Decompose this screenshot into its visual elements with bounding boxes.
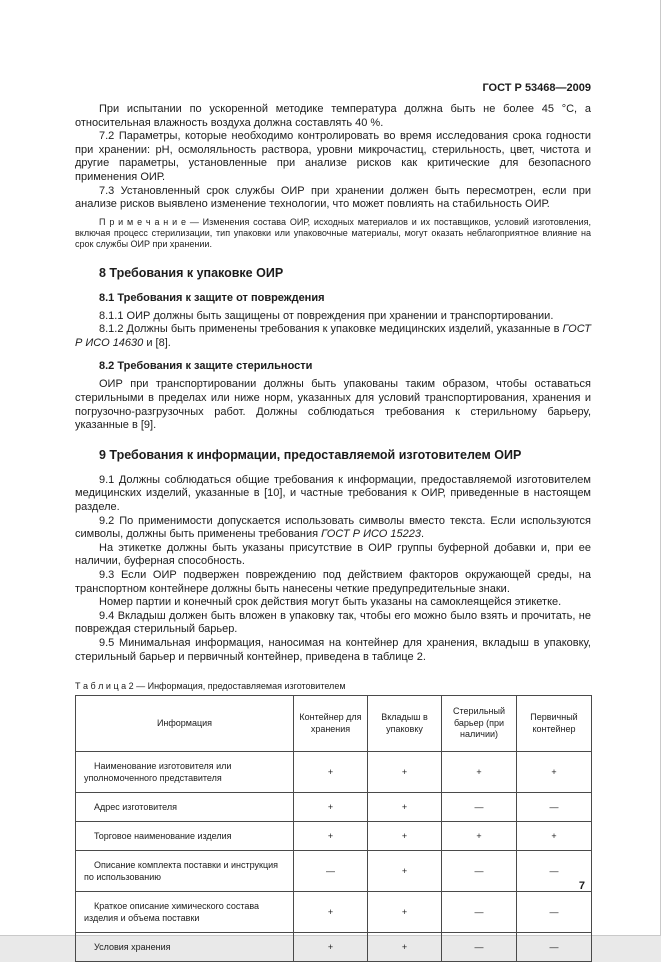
gost-reference-15223: ГОСТ Р ИСО 15223: [321, 528, 421, 541]
row-cell: +: [517, 822, 592, 851]
row-label: Краткое описание химического состава изделия и объема поставки: [76, 892, 294, 933]
row-cell: —: [442, 933, 517, 962]
row-cell: +: [294, 752, 368, 793]
row-cell: +: [368, 851, 442, 892]
paragraph-8-1-2-tail: и [8].: [143, 336, 171, 349]
row-cell: +: [368, 752, 442, 793]
row-cell: +: [442, 752, 517, 793]
paragraph-9-1: 9.1 Должны соблюдаться общие требования к информации, предоставляемой изготовителем медицинских изделий, указанные в [10], и частные требования к ОИР, приведенные в настоящем разделе.: [75, 473, 591, 513]
column-header-package-insert: Вкладыш в упаковку: [368, 696, 442, 752]
paragraph-9-2-text: 9.2 По применимости допускается использовать символы вместо текста. Если используются символы, должны быть применены требования: [75, 514, 591, 541]
paragraph-8-2: ОИР при транспортировании должны быть упакованы таким образом, чтобы оставаться стерильными в пределах или ниже норм, указанных для условий транспортирования, хранения и погрузочно-разгрузочных работ. Должны соблюдаться требования к стерильному барьеру, указанные в [9].: [75, 378, 591, 432]
doc-number: ГОСТ Р 53468—2009: [482, 82, 591, 94]
row-label: Торговое наименование изделия: [76, 822, 294, 851]
column-header-primary-container: Первичный контейнер: [517, 696, 592, 752]
row-cell: —: [442, 793, 517, 822]
row-cell: +: [368, 892, 442, 933]
gost-reference-14630: ГОСТ Р ИСО 14630: [75, 323, 591, 349]
table-row: [76, 793, 592, 822]
paragraph-9-2-tail: .: [420, 528, 425, 541]
subsection-heading-8-1: 8.1 Требования к защите от повреждения: [99, 291, 325, 304]
paragraph-7-2: 7.2 Параметры, которые необходимо контролировать во время исследования срока годности при хранении: pH, осмоляльность раствора, уровни микрочастиц, стерильность, цвет, чистота и другие параметры, установленные при анализе рисков как критические для безопасного применения ОИР.: [75, 130, 591, 183]
paragraph-9-2-continued: На этикетке должны быть указаны присутствие в ОИР группы буферной добавки и, при ее наличии, буферная способность.: [75, 541, 591, 568]
row-cell: +: [368, 822, 442, 851]
table-2-caption: Т а б л и ц а 2 — Информация, предоставляемая изготовителем: [75, 681, 346, 692]
paragraph-9-3: 9.3 Если ОИР подвержен повреждению под действием факторов окружающей среды, на транспортном контейнере должны быть нанесены четкие предупредительные знаки.: [75, 568, 591, 595]
row-cell: —: [442, 851, 517, 892]
paragraph-8-1-1: 8.1.1 ОИР должны быть защищены от повреждения при хранении и транспортировании.: [99, 309, 554, 322]
table-row: [76, 851, 592, 892]
paragraph-9-3-continued: Номер партии и конечный срок действия могут быть указаны на самоклеящейся этикетке.: [99, 596, 562, 609]
page-content: [75, 82, 591, 962]
row-cell: +: [294, 892, 368, 933]
paragraph-8-1-2-text: 8.1.2 Должны быть применены требования к упаковке медицинских изделий, указанные в: [99, 323, 563, 336]
row-cell: —: [517, 933, 592, 962]
row-cell: —: [517, 851, 592, 892]
subsection-heading-8-2: 8.2 Требования к защите стерильности: [99, 360, 313, 373]
row-cell: —: [517, 793, 592, 822]
table-row: [76, 933, 592, 962]
paragraph-accelerated-test: При испытании по ускоренной методике температура должна быть не более 45 °С, а относительная влажность воздуха должна составлять 40 %.: [75, 103, 591, 129]
paragraph-9-2: [75, 515, 591, 542]
section-heading-9: 9 Требования к информации, предоставляемой изготовителем ОИР: [99, 447, 522, 462]
row-cell: +: [517, 752, 592, 793]
table-row: [76, 752, 592, 793]
column-header-storage-container: Контейнер для хранения: [294, 696, 368, 752]
paragraph-9-5: 9.5 Минимальная информация, наносимая на контейнер для хранения, вкладыш в упаковку, стерильный барьер и первичный контейнер, приведена в таблице 2.: [75, 636, 591, 663]
row-cell: +: [294, 933, 368, 962]
row-cell: +: [442, 822, 517, 851]
paragraph-7-3: 7.3 Установленный срок службы ОИР при хранении должен быть пересмотрен, если при анализе рисков выявлено изменение технологии, что может повлиять на стабильность ОИР.: [75, 184, 591, 211]
row-cell: +: [368, 793, 442, 822]
column-header-information: Информация: [76, 696, 294, 752]
row-label: Описание комплекта поставки и инструкция по использованию: [76, 851, 294, 892]
note-paragraph: П р и м е ч а н и е — Изменения состава ОИР, исходных материалов и их поставщиков, условий изготовления, включая процесс стерилизации, тип упаковки или упаковочные материалы, могут оказать неблагоприятное влияние на срок службы ОИР при хранении.: [75, 216, 591, 250]
row-label: Наименование изготовителя или уполномоченного представителя: [76, 752, 294, 793]
page-number: 7: [578, 880, 585, 892]
table-2: [75, 695, 592, 962]
row-label: Адрес изготовителя: [76, 793, 294, 822]
table-row: [76, 892, 592, 933]
table-row: [76, 822, 592, 851]
row-cell: +: [368, 933, 442, 962]
row-cell: —: [294, 851, 368, 892]
row-cell: —: [442, 892, 517, 933]
paragraph-8-1-2: [75, 323, 591, 350]
row-cell: +: [294, 822, 368, 851]
column-header-sterile-barrier: Стерильный барьер (при наличии): [442, 696, 517, 752]
row-cell: —: [517, 892, 592, 933]
paragraph-9-4: 9.4 Вкладыш должен быть вложен в упаковку так, чтобы его можно было взять и прочитать, не повреждая стерильный барьер.: [75, 609, 591, 636]
section-heading-8: 8 Требования к упаковке ОИР: [99, 265, 284, 280]
row-label: Условия хранения: [76, 933, 294, 962]
row-cell: +: [294, 793, 368, 822]
table-header-row: [76, 696, 592, 752]
